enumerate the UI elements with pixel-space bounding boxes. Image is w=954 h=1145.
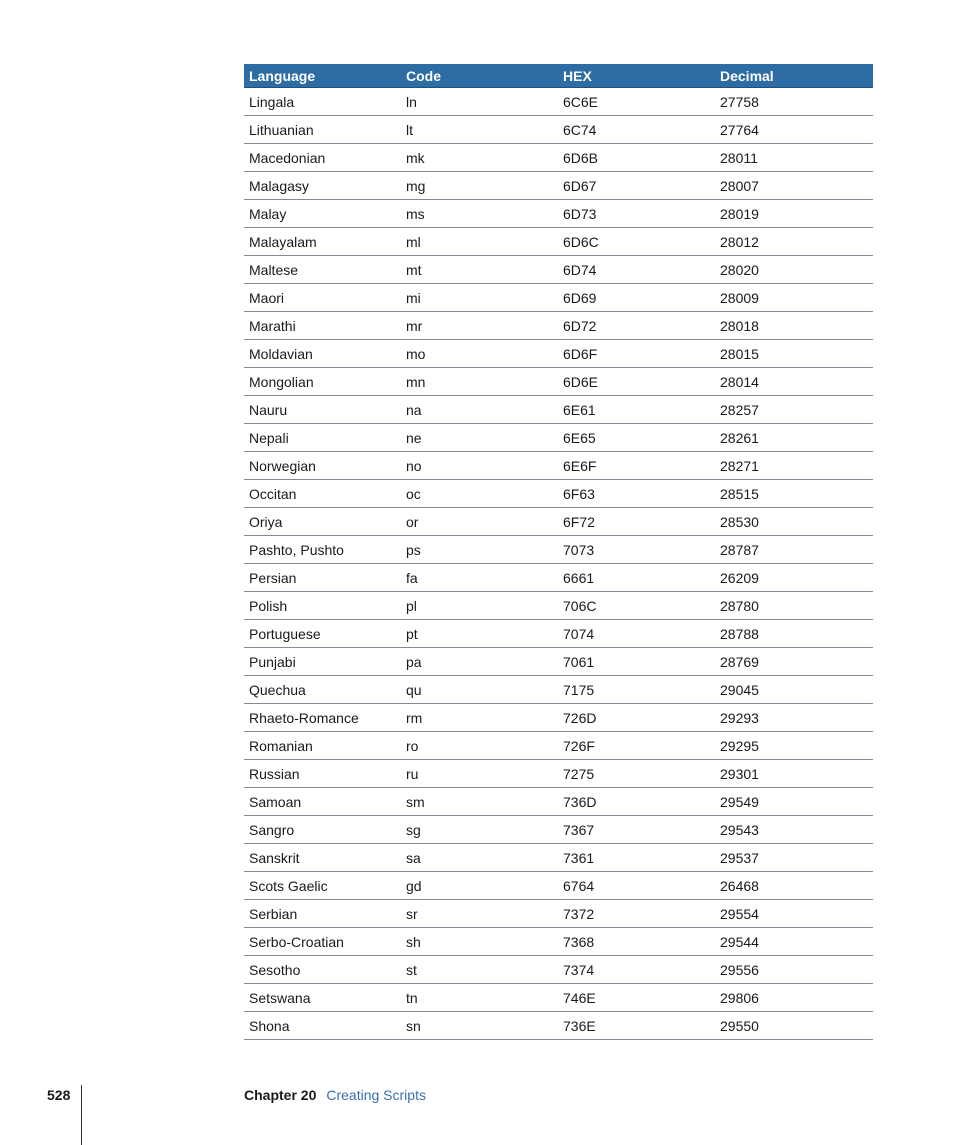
cell-code: gd	[406, 877, 422, 894]
cell-code: mk	[406, 149, 425, 166]
cell-code: ml	[406, 233, 421, 250]
cell-code: na	[406, 401, 422, 418]
cell-hex: 6D6B	[563, 149, 599, 166]
cell-code: pt	[406, 625, 418, 642]
cell-hex: 6E6F	[563, 457, 597, 474]
cell-decimal: 28014	[720, 373, 759, 390]
cell-language: Rhaeto-Romance	[249, 709, 359, 726]
cell-language: Malay	[249, 205, 287, 222]
table-row	[244, 928, 873, 956]
cell-code: mr	[406, 317, 423, 334]
cell-language: Macedonian	[249, 149, 326, 166]
cell-language: Occitan	[249, 485, 297, 502]
cell-hex: 7074	[563, 625, 595, 642]
cell-code: oc	[406, 485, 421, 502]
cell-code: sm	[406, 793, 425, 810]
cell-decimal: 28261	[720, 429, 759, 446]
cell-decimal: 28787	[720, 541, 759, 558]
cell-language: Oriya	[249, 513, 283, 530]
table-row	[244, 88, 873, 116]
table-row	[244, 256, 873, 284]
cell-decimal: 28020	[720, 261, 759, 278]
cell-decimal: 28257	[720, 401, 759, 418]
table-row	[244, 872, 873, 900]
cell-language: Russian	[249, 765, 300, 782]
cell-hex: 7372	[563, 905, 595, 922]
cell-language: Lithuanian	[249, 121, 314, 138]
cell-decimal: 28018	[720, 317, 759, 334]
cell-code: pa	[406, 653, 422, 670]
table-row	[244, 760, 873, 788]
table-header	[244, 64, 873, 88]
cell-language: Moldavian	[249, 345, 313, 362]
table-row	[244, 340, 873, 368]
cell-hex: 736E	[563, 1017, 596, 1034]
cell-decimal: 29301	[720, 765, 759, 782]
cell-code: sn	[406, 1017, 421, 1034]
cell-code: ru	[406, 765, 419, 782]
cell-hex: 726D	[563, 709, 597, 726]
cell-hex: 6F72	[563, 513, 595, 530]
cell-language: Setswana	[249, 989, 311, 1006]
table-row	[244, 480, 873, 508]
cell-language: Persian	[249, 569, 297, 586]
cell-decimal: 29550	[720, 1017, 759, 1034]
cell-language: Norwegian	[249, 457, 316, 474]
cell-decimal: 29295	[720, 737, 759, 754]
cell-hex: 6764	[563, 877, 595, 894]
cell-decimal: 26468	[720, 877, 759, 894]
cell-code: lt	[406, 121, 413, 138]
cell-code: sr	[406, 905, 418, 922]
cell-language: Scots Gaelic	[249, 877, 328, 894]
cell-hex: 7175	[563, 681, 595, 698]
cell-hex: 7367	[563, 821, 595, 838]
cell-hex: 6661	[563, 569, 595, 586]
cell-code: sh	[406, 933, 421, 950]
cell-language: Romanian	[249, 737, 313, 754]
table-row	[244, 592, 873, 620]
table-row	[244, 116, 873, 144]
cell-language: Samoan	[249, 793, 302, 810]
cell-language: Marathi	[249, 317, 296, 334]
cell-hex: 7368	[563, 933, 595, 950]
cell-code: rm	[406, 709, 423, 726]
cell-hex: 7061	[563, 653, 595, 670]
header-hex: HEX	[563, 67, 592, 84]
cell-language: Sanskrit	[249, 849, 300, 866]
table-row	[244, 228, 873, 256]
cell-code: ms	[406, 205, 425, 222]
cell-decimal: 29543	[720, 821, 759, 838]
cell-code: qu	[406, 681, 422, 698]
cell-language: Shona	[249, 1017, 290, 1034]
cell-hex: 6D74	[563, 261, 597, 278]
cell-language: Mongolian	[249, 373, 314, 390]
cell-language: Maltese	[249, 261, 299, 278]
cell-code: ro	[406, 737, 419, 754]
cell-hex: 6D72	[563, 317, 597, 334]
cell-decimal: 28012	[720, 233, 759, 250]
cell-hex: 7275	[563, 765, 595, 782]
table-row	[244, 312, 873, 340]
cell-language: Portuguese	[249, 625, 321, 642]
cell-decimal: 29556	[720, 961, 759, 978]
cell-decimal: 29293	[720, 709, 759, 726]
cell-hex: 706C	[563, 597, 597, 614]
cell-code: ln	[406, 93, 417, 110]
cell-code: tn	[406, 989, 418, 1006]
cell-decimal: 28780	[720, 597, 759, 614]
cell-decimal: 29806	[720, 989, 759, 1006]
cell-language: Polish	[249, 597, 288, 614]
footer-chapter	[244, 1087, 426, 1103]
cell-decimal: 29554	[720, 905, 759, 922]
table-row	[244, 396, 873, 424]
cell-language: Nauru	[249, 401, 288, 418]
cell-language: Pashto, Pushto	[249, 541, 344, 558]
header-language: Language	[249, 67, 316, 84]
cell-decimal: 27764	[720, 121, 759, 138]
table-row	[244, 816, 873, 844]
table-row	[244, 704, 873, 732]
cell-code: pl	[406, 597, 417, 614]
table-row	[244, 144, 873, 172]
table-body	[244, 88, 873, 1040]
cell-hex: 6D73	[563, 205, 597, 222]
cell-hex: 746E	[563, 989, 596, 1006]
cell-language: Sangro	[249, 821, 295, 838]
cell-code: no	[406, 457, 422, 474]
cell-hex: 6D69	[563, 289, 597, 306]
table-row	[244, 424, 873, 452]
cell-decimal: 29544	[720, 933, 759, 950]
cell-language: Maori	[249, 289, 285, 306]
cell-hex: 726F	[563, 737, 595, 754]
cell-decimal: 29045	[720, 681, 759, 698]
cell-decimal: 26209	[720, 569, 759, 586]
cell-language: Nepali	[249, 429, 289, 446]
cell-hex: 6F63	[563, 485, 595, 502]
cell-code: st	[406, 961, 417, 978]
page-number: 528	[47, 1087, 71, 1103]
cell-decimal: 29549	[720, 793, 759, 810]
cell-decimal: 28009	[720, 289, 759, 306]
cell-decimal: 27758	[720, 93, 759, 110]
table-row	[244, 620, 873, 648]
cell-decimal: 28019	[720, 205, 759, 222]
footer-divider	[81, 1085, 82, 1145]
cell-hex: 7361	[563, 849, 595, 866]
cell-code: mi	[406, 289, 421, 306]
table-row	[244, 900, 873, 928]
table-row	[244, 1012, 873, 1040]
cell-code: mo	[406, 345, 426, 362]
table-row	[244, 984, 873, 1012]
table-row	[244, 564, 873, 592]
cell-code: ps	[406, 541, 421, 558]
cell-hex: 6C74	[563, 121, 597, 138]
cell-decimal: 28530	[720, 513, 759, 530]
cell-decimal: 28788	[720, 625, 759, 642]
language-code-table	[244, 64, 873, 1040]
table-row	[244, 200, 873, 228]
table-row	[244, 368, 873, 396]
cell-language: Malagasy	[249, 177, 309, 194]
cell-decimal: 29537	[720, 849, 759, 866]
table-row	[244, 172, 873, 200]
cell-hex: 6D6C	[563, 233, 599, 250]
table-row	[244, 508, 873, 536]
cell-decimal: 28007	[720, 177, 759, 194]
cell-decimal: 28271	[720, 457, 759, 474]
chapter-title-link[interactable]: Creating Scripts	[326, 1087, 426, 1103]
table-row	[244, 648, 873, 676]
cell-code: sa	[406, 849, 421, 866]
cell-decimal: 28769	[720, 653, 759, 670]
cell-language: Sesotho	[249, 961, 301, 978]
cell-code: mg	[406, 177, 426, 194]
cell-hex: 6D6F	[563, 345, 598, 362]
table-row	[244, 676, 873, 704]
cell-language: Quechua	[249, 681, 306, 698]
cell-hex: 736D	[563, 793, 597, 810]
table-row	[244, 844, 873, 872]
cell-language: Serbian	[249, 905, 298, 922]
cell-hex: 7073	[563, 541, 595, 558]
cell-hex: 6E65	[563, 429, 596, 446]
cell-code: ne	[406, 429, 422, 446]
table-row	[244, 536, 873, 564]
cell-decimal: 28015	[720, 345, 759, 362]
table-row	[244, 956, 873, 984]
cell-language: Punjabi	[249, 653, 296, 670]
cell-hex: 6D6E	[563, 373, 599, 390]
cell-hex: 6E61	[563, 401, 596, 418]
cell-code: mn	[406, 373, 426, 390]
table-row	[244, 732, 873, 760]
table-row	[244, 452, 873, 480]
cell-decimal: 28515	[720, 485, 759, 502]
cell-code: fa	[406, 569, 418, 586]
cell-hex: 7374	[563, 961, 595, 978]
header-decimal: Decimal	[720, 67, 774, 84]
chapter-label: Chapter 20	[244, 1087, 317, 1103]
table-row	[244, 284, 873, 312]
cell-language: Serbo-Croatian	[249, 933, 344, 950]
cell-code: mt	[406, 261, 422, 278]
table-row	[244, 788, 873, 816]
cell-language: Malayalam	[249, 233, 317, 250]
cell-hex: 6D67	[563, 177, 597, 194]
cell-code: or	[406, 513, 419, 530]
cell-language: Lingala	[249, 93, 295, 110]
cell-code: sg	[406, 821, 421, 838]
header-code: Code	[406, 67, 441, 84]
cell-decimal: 28011	[720, 149, 758, 166]
cell-hex: 6C6E	[563, 93, 599, 110]
